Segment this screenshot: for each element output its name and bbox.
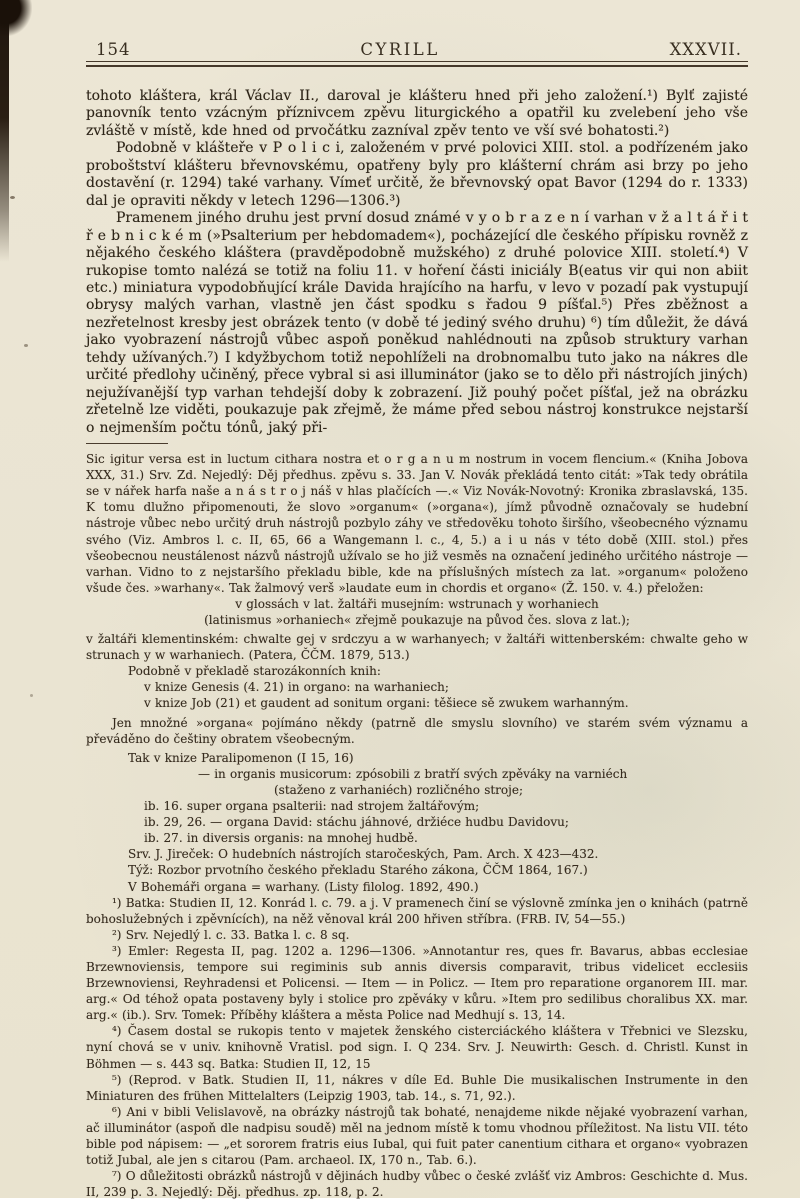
header-rule <box>86 61 748 67</box>
main-text <box>86 88 748 437</box>
footnote-block: ²) Srv. Nejedlý l. c. 33. Batka l. c. 8 sq. <box>112 927 350 942</box>
scan-corner-blob <box>0 0 32 36</box>
footnote-block: v žaltáři klementinském: chwalte gej v srdczyu a w warhanyech; v žaltáři wittenberském: chwalte geho w strunach y w warhaniech. (Patera, ČČM. 1879, 513.) <box>86 632 748 663</box>
scan-speck <box>30 694 33 697</box>
footnote-block: ib. 16. super organa psalterii: nad strojem žaltářovým; <box>144 799 480 814</box>
paragraph: tohoto kláštera, král Václav II., daroval je klášteru hned při jeho založení.¹) Bylť zajisté panovník tento vzácným příznivcem zpěvu liturgického a opatřil ku zvelebení jeho vše zvláště v místě, kde hned od prvočátku zazníval zpěv tento ve vší své bohatosti.²) <box>86 88 748 139</box>
paragraph: Pramenem jiného druhu jest první dosud známé v y o b r a z e n í varhan v ž a l t á ř i t ř e b n i c k é m (»Psalterium per hebdomadem«), pocházející dle českého přípisku rovněž z nějakého českého kláštera (pravděpodobně mužského) z druhé polovice XIII. století.⁴) V rukopise tomto nalézá se totiž na foliu 11. v hoření části iniciály B(eatus vir qui non abiit etc.) miniatura vypodobňující krále Davida hrajícího na harfu, v levo v pozadí pak vystupují obrysy malých varhan, vlastně jen část spodku s řadou 9 píšťal.⁵) Přes zběžnost a nezřetelnost kresby jest obrázek tento (v době té jediný svého druhu) ⁶) tím důležit, že dává jako vyobrazení nástrojů vůbec aspoň poněkud nahlédnouti na způsob struktury varhan tehdy užívaných.⁷) I kdyžbychom totiž nepohlíželi na drobnomalbu tuto jako na nákres dle určité předlohy učiněný, přece vybral si asi illuminátor (jako se to dělo při nástrojích jiných) nejužívanější typ varhan tehdejší doby k zobrazení. Již pouhý počet píšťal, jež na obrázku zřetelně lze viděti, poukazuje pak zřejmě, že máme před sebou nástroj konstrukce nejstarší o nejmenším počtu tónů, jaký při- <box>86 210 748 436</box>
footnote-block: ib. 29, 26. — organa David: stáchu jáhnové, držiéce hudbu Davidovu; <box>144 815 569 830</box>
footnote-block: v knize Job (21) et gaudent ad sonitum organi: těšiece sě zwukem warhanným. <box>144 696 629 711</box>
footnote-block: Srv. J. Jireček: O hudebních nástrojích staročeských, Pam. Arch. X 423—432. <box>128 847 599 862</box>
page-header <box>86 40 748 59</box>
footnote-block: ⁷) O důležitosti obrázků nástrojů v dějinách hudby vůbec o české zvlášť viz Ambros: Geschichte d. Mus. II, 239 p. 3. Nejedlý: Děj. předhus. zp. 118, p. 2. <box>86 1169 748 1200</box>
footnote-block: (latinismus »orhaniech« zřejmě poukazuje na původ čes. slova z lat.); <box>204 613 630 627</box>
footnote-block: v knize Genesis (4. 21) in organo: na warhaniech; <box>144 680 449 695</box>
footnote-block: ⁴) Časem dostal se rukopis tento v majetek ženského cisterciáckého kláštera v Třebnici ve Slezsku, nyní chová se v univ. knihovně Vratisl. pod sign. I. Q 234. Srv. J. Neuwirth: Gesch. d. Christl. Kunst in Böhmen — s. 443 sq. Batka: Studien II, 12, 15 <box>86 1024 748 1071</box>
footnote-block: Podobně v překladě starozákonních knih: <box>128 664 381 679</box>
footnote-block: Tak v knize Paralipomenon (I 15, 16) <box>128 750 354 765</box>
footnotes <box>86 451 748 1200</box>
journal-title: CYRILL <box>360 40 440 59</box>
footnote-block: ⁶) Ani v bibli Velislavově, na obrázky nástrojů tak bohaté, nenajdeme nikde nějaké vyobrazení varhan, ač illuminátor (aspoň dle nadpisu soudě) měl na jednom místě k tomu vhodnou příležitost. Na listu VII. této bible pod nápisem: — „et sororem fratris eius Iubal, qui fuit pater canentium cithara et organo« vyobrazen totiž Jubal, ale jen s citarou (Pam. archaeol. IX, 170 n., Tab. 6.). <box>86 1104 748 1168</box>
paragraph: Podobně v klášteře v P o l i c i, založeném v prvé polovici XIII. stol. a podřízeném jako proboštství klášteru břevnovskému, opatřeny byly pro klášterní chrám asi brzy po jeho dostavění (r. 1294) také varhany. Vímeť určitě, že břevnovský opat Bavor (1294 do r. 1333) dal je opraviti někdy v letech 1296—1306.³) <box>86 140 748 209</box>
footnote-block: Sic igitur versa est in luctum cithara nostra et o r g a n u m nostrum in vocem flencium.« (Kniha Jobova XXX, 31.) Srv. Zd. Nejedlý: Děj předhus. zpěvu s. 33. Jan V. Novák překládá tento citát: »Tak tedy obrátila se v nářek harfa naše a n á s t r o j náš v hlas plačících —.« Viz Novák-Novotný: Kronika zbraslavská, 135. K tomu dlužno připomenouti, že slovo »organum« (»organa«), jímž původně označovaly se hudební nástroje vůbec nebo určitý druh nástrojů pozbylo záhy ve středověku tohoto širšího, všeobecného významu svého (Viz. Ambros l. c. II, 65, 66 a Wangemann l. c., 4, 5.) a i u nás v této době (XIII. stol.) přes všeobecnou neustálenost názvů nástrojů užívalo se ho již vesměs na označení jediného určitého nástroje — varhan. Vidno to z nejstaršího překladu bible, kde na příslušných místech za lat. »organum« položeno všude čes. »warhany«. Tak žalmový verš »laudate eum in chordis et organo« (Ž. 150. v. 4.) přeložen: <box>86 452 748 595</box>
footnote-separator <box>86 443 168 444</box>
footnote-block: (staženo z varhaniéch) rozličného stroje; <box>274 782 523 797</box>
scan-speck <box>10 196 15 199</box>
footnote-block: ⁵) (Reprod. v Batk. Studien II, 11, nákres v díle Ed. Buhle Die musikalischen Instrumente in den Miniaturen des frühen Mittelalters (Leipzig 1903, tab. 14., s. 71, 92.). <box>86 1072 748 1103</box>
scan-edge-artifact <box>0 0 9 262</box>
footnote-block: ib. 27. in diversis organis: na mnohej hudbě. <box>144 831 418 846</box>
footnote-block: ¹) Batka: Studien II, 12. Konrád l. c. 79. a j. V pramenech činí se výslovně zmínka jen o knihách (patrně bohoslužebných i zpěvnících), na něž věnoval král 200 hřiven stříbra. (FRB. IV, 54—55.) <box>86 895 748 926</box>
volume-number: XXXVII. <box>669 40 742 59</box>
scan-speck <box>24 344 28 347</box>
footnote-block: Jen množné »organa« pojímáno někdy (patrně dle smyslu slovního) ve starém svém významu a převáděno do češtiny obratem všeobecným. <box>86 715 748 746</box>
footnote-block: v glossách v lat. žaltáři musejním: wstrunach y worhaniech <box>235 596 599 611</box>
page-number: 154 <box>96 40 131 59</box>
footnote-block: — in organis musicorum: zpósobili z bratří svých zpěváky na varniéch <box>198 766 628 781</box>
page-content <box>86 40 748 1200</box>
footnote-block: V Bohemáři organa = warhany. (Listy filolog. 1892, 490.) <box>128 879 479 894</box>
footnote-block: ³) Emler: Regesta II, pag. 1202 a. 1296—1306. »Annotantur res, ques fr. Bavarus, abbas ecclesiae Brzewnoviensis, tempore sui regiminis sub annis diversis comparavit, tribus videlicet ecclesiis Brzewnoviensi, Reyhradensi et Policensi. — Item — in Policz. — Item pro reparatione organorem III. mar. arg.« Od téhož opata postaveny byly i stolice pro zpěváky v kůru. »Item pro sedilibus choralibus XX. mar. arg.« (ib.). Srv. Tomek: Příběhy kláštera a města Police nad Medhují s. 13, 14. <box>86 943 748 1023</box>
footnote-block: Týž: Rozbor prvotního českého překladu Starého zákona, ČČM 1864, 167.) <box>128 863 588 878</box>
